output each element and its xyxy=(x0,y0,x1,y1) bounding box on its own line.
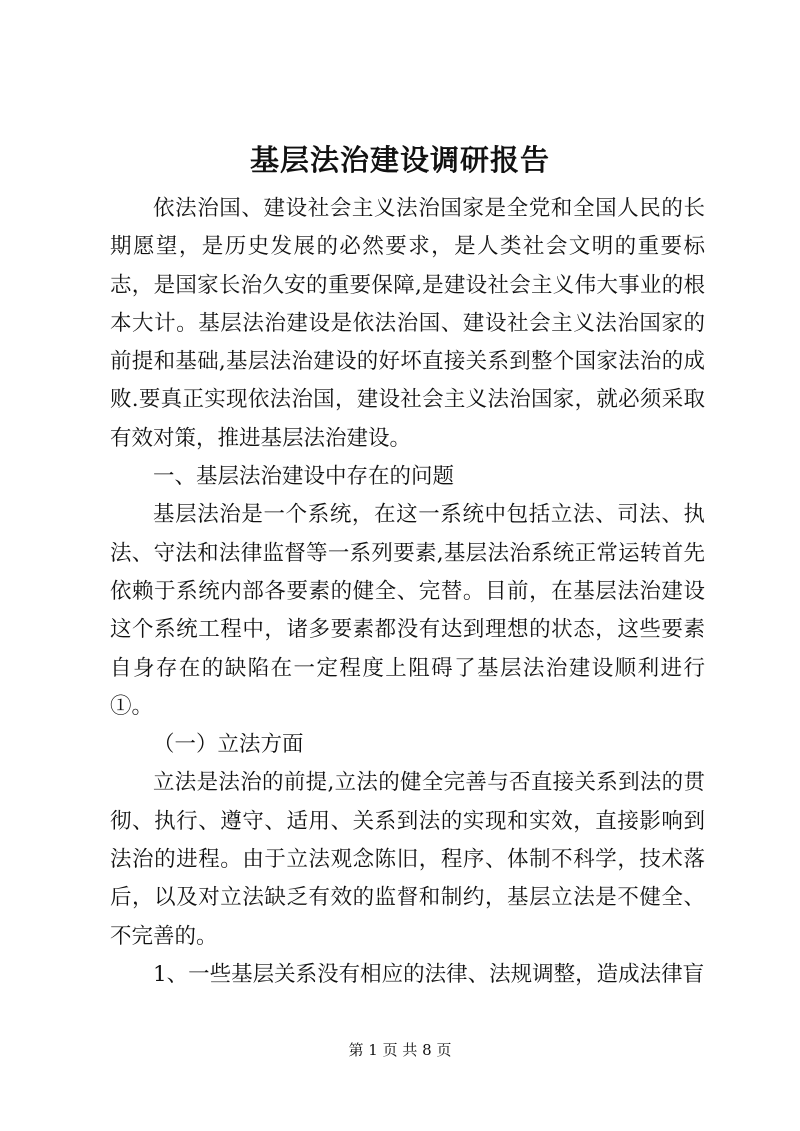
section-heading-problems: 一、基层法治建设中存在的问题 xyxy=(153,464,455,490)
page-footer: 第 1 页 共 8 页 xyxy=(348,1041,452,1059)
subsection-heading-legislation: （一）立法方面 xyxy=(153,732,304,758)
paragraph-legislation: 立法是法治的前提,立法的健全完善与否直接关系到法的贯彻、执行、遵守、适用、关系到法的实现和实效，直接影响到法治的进程。由于立法观念陈旧，程序、体制不科学，技术落后，以及对立法缺乏有效的监督和制约，基层立法是不健全、不完善的。 xyxy=(110,770,705,949)
document-title: 基层法治建设调研报告 xyxy=(249,143,550,177)
document-body xyxy=(110,190,705,994)
paragraph-item-1: 1、一些基层关系没有相应的法律、法规调整，造成法律盲 xyxy=(153,961,705,987)
paragraph-intro: 依法治国、建设社会主义法治国家是全党和全国人民的长期愿望，是历史发展的必然要求，是人类社会文明的重要标志，是国家长治久安的重要保障,是建设社会主义伟大事业的根本大计。基层法治建设是依法治国、建设社会主义法治国家的前提和基础,基层法治建设的好坏直接关系到整个国家法治的成败.要真正实现依法治国，建设社会主义法治国家，就必须采取有效对策，推进基层法治建设。 xyxy=(110,196,705,451)
paragraph-system: 基层法治是一个系统，在这一系统中包括立法、司法、执法、守法和法律监督等一系列要素,基层法治系统正常运转首先依赖于系统内部各要素的健全、完替。目前，在基层法治建设这个系统工程中，诸多要素都没有达到理想的状态，这些要素自身存在的缺陷在一定程度上阻碍了基层法治建设顺利进行①。 xyxy=(110,502,705,719)
